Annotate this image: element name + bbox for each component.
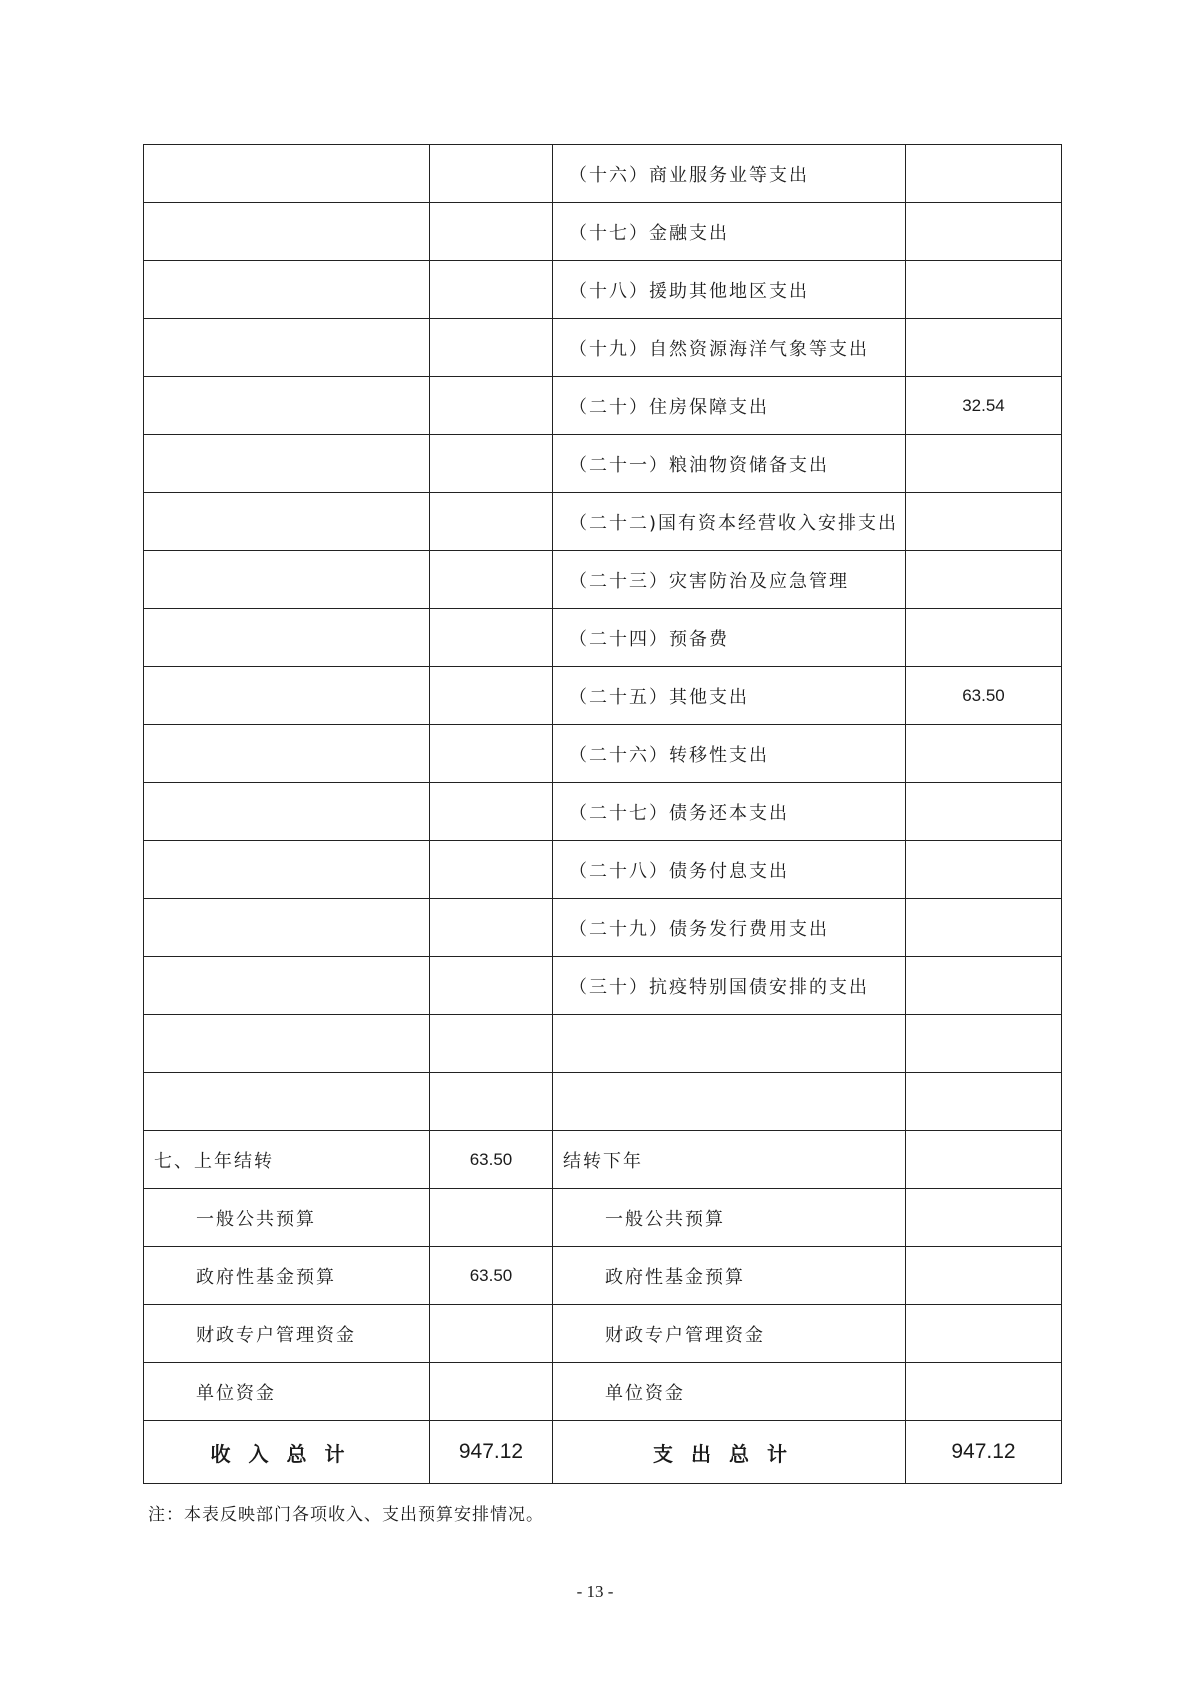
expense-sub-value — [906, 1247, 1062, 1305]
expense-item-value — [906, 783, 1062, 841]
table-row — [144, 899, 1062, 957]
income-sub-label: 一般公共预算 — [144, 1189, 430, 1247]
expense-item-value — [906, 1073, 1062, 1131]
income-total-label: 收入总计 — [144, 1421, 430, 1484]
table-row — [144, 725, 1062, 783]
income-item-value — [430, 1015, 553, 1073]
expense-item-label: （十九）自然资源海洋气象等支出 — [553, 319, 906, 377]
income-item-value — [430, 899, 553, 957]
table-row — [144, 203, 1062, 261]
income-sub-label: 财政专户管理资金 — [144, 1305, 430, 1363]
expense-sub-label: 单位资金 — [553, 1363, 906, 1421]
expense-item-value — [906, 1015, 1062, 1073]
page-number: - 13 - — [576, 1582, 614, 1601]
prior-year-carryover-label: 七、上年结转 — [144, 1131, 430, 1189]
expense-item-value — [906, 957, 1062, 1015]
income-item-label — [144, 783, 430, 841]
expense-item-value — [906, 493, 1062, 551]
table-row — [144, 261, 1062, 319]
table-row — [144, 493, 1062, 551]
income-item-label — [144, 435, 430, 493]
income-item-value — [430, 435, 553, 493]
next-year-carryover-value — [906, 1131, 1062, 1189]
expense-sub-value — [906, 1363, 1062, 1421]
income-item-value — [430, 261, 553, 319]
income-item-label — [144, 1015, 430, 1073]
income-item-label — [144, 667, 430, 725]
expense-item-label: （十七）金融支出 — [553, 203, 906, 261]
expense-item-value — [906, 203, 1062, 261]
income-item-label — [144, 609, 430, 667]
expense-item-label: （二十八）债务付息支出 — [553, 841, 906, 899]
expense-item-value — [906, 899, 1062, 957]
table-row — [144, 1015, 1062, 1073]
income-item-label — [144, 319, 430, 377]
table-row — [144, 1073, 1062, 1131]
expense-item-label: （二十九）债务发行费用支出 — [553, 899, 906, 957]
expense-sub-label: 财政专户管理资金 — [553, 1305, 906, 1363]
expense-item-label — [553, 1015, 906, 1073]
expense-item-label: （二十六）转移性支出 — [553, 725, 906, 783]
expense-item-label: （三十）抗疫特别国债安排的支出 — [553, 957, 906, 1015]
expense-item-value — [906, 145, 1062, 203]
expense-item-label: （二十四）预备费 — [553, 609, 906, 667]
income-item-label — [144, 551, 430, 609]
expense-item-value — [906, 841, 1062, 899]
expense-item-value — [906, 609, 1062, 667]
prior-year-carryover-value: 63.50 — [430, 1131, 553, 1189]
table-row — [144, 551, 1062, 609]
expense-total-value: 947.12 — [906, 1421, 1062, 1484]
expense-item-value — [906, 725, 1062, 783]
income-item-label — [144, 957, 430, 1015]
income-item-value — [430, 667, 553, 725]
carryover-row — [144, 1131, 1062, 1189]
carryover-sub-row — [144, 1363, 1062, 1421]
income-item-label — [144, 493, 430, 551]
income-item-value — [430, 319, 553, 377]
expense-item-value: 32.54 — [906, 377, 1062, 435]
income-sub-value — [430, 1189, 553, 1247]
table-row — [144, 783, 1062, 841]
expense-item-label: （二十五）其他支出 — [553, 667, 906, 725]
carryover-sub-row — [144, 1247, 1062, 1305]
income-sub-label: 政府性基金预算 — [144, 1247, 430, 1305]
expense-item-label — [553, 1073, 906, 1131]
expense-item-label: （二十七）债务还本支出 — [553, 783, 906, 841]
totals-row — [144, 1421, 1062, 1484]
table-body — [144, 145, 1062, 1484]
budget-table — [143, 144, 1062, 1484]
income-item-label — [144, 841, 430, 899]
income-item-value — [430, 957, 553, 1015]
carryover-sub-row — [144, 1189, 1062, 1247]
income-sub-value — [430, 1363, 553, 1421]
income-item-label — [144, 203, 430, 261]
expense-sub-label: 一般公共预算 — [553, 1189, 906, 1247]
expense-item-value — [906, 551, 1062, 609]
income-item-value — [430, 493, 553, 551]
table-row — [144, 319, 1062, 377]
expense-item-label: （二十）住房保障支出 — [553, 377, 906, 435]
table-row — [144, 957, 1062, 1015]
income-item-value — [430, 377, 553, 435]
income-item-value — [430, 725, 553, 783]
income-item-label — [144, 1073, 430, 1131]
table-row — [144, 841, 1062, 899]
income-item-value — [430, 783, 553, 841]
expense-sub-value — [906, 1305, 1062, 1363]
income-item-label — [144, 899, 430, 957]
income-sub-label: 单位资金 — [144, 1363, 430, 1421]
table-row — [144, 377, 1062, 435]
table-row — [144, 145, 1062, 203]
expense-item-value — [906, 435, 1062, 493]
expense-item-label: （十八）援助其他地区支出 — [553, 261, 906, 319]
income-item-label — [144, 377, 430, 435]
expense-item-label: （二十一）粮油物资储备支出 — [553, 435, 906, 493]
income-item-value — [430, 203, 553, 261]
table-row — [144, 609, 1062, 667]
expense-item-label: （二十三）灾害防治及应急管理 — [553, 551, 906, 609]
expense-item-value — [906, 319, 1062, 377]
expense-sub-label: 政府性基金预算 — [553, 1247, 906, 1305]
income-item-value — [430, 841, 553, 899]
table-row — [144, 667, 1062, 725]
income-item-label — [144, 261, 430, 319]
income-item-value — [430, 1073, 553, 1131]
carryover-sub-row — [144, 1305, 1062, 1363]
income-item-value — [430, 145, 553, 203]
expense-item-label: （二十二)国有资本经营收入安排支出 — [553, 493, 906, 551]
expense-item-value — [906, 261, 1062, 319]
table-row — [144, 435, 1062, 493]
expense-item-label: （十六）商业服务业等支出 — [553, 145, 906, 203]
income-total-value: 947.12 — [430, 1421, 553, 1484]
income-sub-value — [430, 1305, 553, 1363]
income-item-value — [430, 551, 553, 609]
expense-total-label: 支出总计 — [553, 1421, 906, 1484]
income-sub-value: 63.50 — [430, 1247, 553, 1305]
expense-sub-value — [906, 1189, 1062, 1247]
income-item-value — [430, 609, 553, 667]
table-note: 注：本表反映部门各项收入、支出预算安排情况。 — [148, 1505, 544, 1525]
income-item-label — [144, 145, 430, 203]
income-item-label — [144, 725, 430, 783]
expense-item-value: 63.50 — [906, 667, 1062, 725]
next-year-carryover-label: 结转下年 — [553, 1131, 906, 1189]
